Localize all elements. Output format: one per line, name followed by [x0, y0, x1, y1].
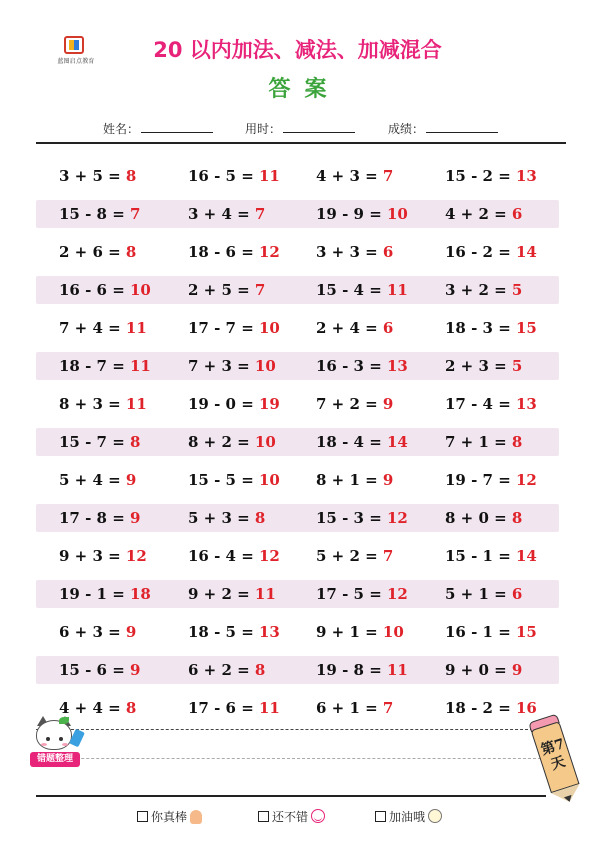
- problem-cell: [188, 166, 280, 186]
- problem-expression: 5 + 2 =: [316, 547, 383, 565]
- problem-answer: 8: [511, 509, 523, 527]
- problem-expression: 5 + 1 =: [445, 585, 512, 603]
- problem-expression: 9 + 0 =: [445, 661, 512, 679]
- problem-cell: [59, 546, 147, 566]
- problem-expression: 4 + 3 =: [316, 167, 383, 185]
- problem-expression: 9 + 1 =: [316, 623, 383, 641]
- problem-cell: [445, 470, 537, 490]
- problem-answer: 11: [254, 585, 276, 603]
- problem-answer: 13: [259, 623, 280, 641]
- problem-cell: [59, 584, 151, 604]
- time-blank[interactable]: [283, 121, 355, 133]
- problem-cell: [316, 546, 393, 566]
- cheer-icon: [428, 809, 446, 825]
- problem-expression: 2 + 3 =: [445, 357, 512, 375]
- rating-try-label: 加油哦: [389, 810, 426, 824]
- problem-answer: 15: [516, 623, 537, 641]
- problem-expression: 18 - 4 =: [316, 433, 387, 451]
- problem-answer: 8: [254, 509, 266, 527]
- checkbox-great[interactable]: [137, 811, 148, 822]
- problem-row: [36, 423, 559, 461]
- problem-answer: 8: [125, 243, 137, 261]
- problem-expression: 15 - 7 =: [59, 433, 130, 451]
- problem-cell: [59, 508, 140, 528]
- problem-answer: 9: [125, 471, 137, 489]
- problem-answer: 6: [382, 243, 394, 261]
- problem-expression: 3 + 5 =: [59, 167, 126, 185]
- problem-expression: 15 - 4 =: [316, 281, 387, 299]
- problem-expression: 2 + 5 =: [188, 281, 255, 299]
- problem-cell: [188, 584, 276, 604]
- problem-answer: 12: [125, 547, 147, 565]
- problem-expression: 18 - 2 =: [445, 699, 516, 717]
- problem-answer: 12: [387, 585, 408, 603]
- problem-cell: [445, 280, 522, 300]
- problem-cell: [188, 698, 280, 718]
- problem-expression: 8 + 3 =: [59, 395, 126, 413]
- problem-expression: 3 + 2 =: [445, 281, 512, 299]
- problem-expression: 4 + 2 =: [445, 205, 512, 223]
- problem-cell: [445, 394, 537, 414]
- problem-expression: 16 - 2 =: [445, 243, 516, 261]
- problem-expression: 18 - 7 =: [59, 357, 130, 375]
- problem-answer: 9: [511, 661, 523, 679]
- problem-expression: 3 + 4 =: [188, 205, 255, 223]
- problem-answer: 11: [125, 319, 147, 337]
- problem-answer: 14: [516, 243, 537, 261]
- problem-answer: 9: [382, 395, 394, 413]
- problem-expression: 18 - 5 =: [188, 623, 259, 641]
- problem-cell: [188, 356, 276, 376]
- problem-expression: 15 - 3 =: [316, 509, 387, 527]
- name-blank[interactable]: [141, 121, 213, 133]
- smile-icon: [311, 809, 329, 825]
- problem-row: [36, 195, 559, 233]
- problem-answer: 10: [254, 433, 276, 451]
- problem-row: [36, 309, 559, 347]
- problem-answer: 19: [259, 395, 280, 413]
- problem-grid: [36, 157, 559, 727]
- problem-answer: 9: [382, 471, 394, 489]
- problem-row: [36, 347, 559, 385]
- problem-cell: [188, 470, 280, 490]
- problem-answer: 10: [387, 205, 408, 223]
- problem-row: [36, 537, 559, 575]
- problem-expression: 16 - 6 =: [59, 281, 130, 299]
- mistake-area[interactable]: [36, 729, 553, 781]
- problem-expression: 8 + 0 =: [445, 509, 512, 527]
- problem-expression: 17 - 5 =: [316, 585, 387, 603]
- problem-expression: 17 - 4 =: [445, 395, 516, 413]
- problem-expression: 17 - 8 =: [59, 509, 130, 527]
- problem-answer: 6: [511, 205, 523, 223]
- problem-expression: 18 - 6 =: [188, 243, 259, 261]
- problem-row: [36, 157, 559, 195]
- rating-great-label: 你真棒: [151, 810, 188, 824]
- day-badge: 第7天: [539, 736, 568, 774]
- problem-expression: 9 + 2 =: [188, 585, 255, 603]
- problem-expression: 6 + 2 =: [188, 661, 255, 679]
- problem-expression: 5 + 4 =: [59, 471, 126, 489]
- problem-row: [36, 689, 559, 727]
- problem-answer: 9: [130, 509, 141, 527]
- score-field[interactable]: [388, 120, 498, 137]
- problem-cell: [188, 242, 280, 262]
- checkbox-good[interactable]: [258, 811, 269, 822]
- problem-cell: [59, 280, 151, 300]
- problem-expression: 2 + 4 =: [316, 319, 383, 337]
- problem-answer: 11: [259, 167, 280, 185]
- problem-answer: 16: [516, 699, 537, 717]
- name-label: 姓名：: [103, 122, 140, 136]
- score-label: 成绩：: [388, 122, 425, 136]
- page-title: 20 以内加法、减法、加减混合: [153, 38, 442, 62]
- problem-expression: 15 - 1 =: [445, 547, 516, 565]
- problem-expression: 17 - 6 =: [188, 699, 259, 717]
- problem-cell: [59, 432, 140, 452]
- problem-cell: [445, 622, 537, 642]
- problem-expression: 5 + 3 =: [188, 509, 255, 527]
- problem-cell: [316, 508, 408, 528]
- problem-expression: 8 + 1 =: [316, 471, 383, 489]
- problem-cell: [316, 698, 393, 718]
- problem-answer: 13: [516, 395, 537, 413]
- problem-answer: 12: [387, 509, 408, 527]
- problem-expression: 17 - 7 =: [188, 319, 259, 337]
- problem-answer: 7: [130, 205, 141, 223]
- rating-good-label: 还不错: [272, 810, 309, 824]
- problem-answer: 12: [259, 547, 280, 565]
- problem-answer: 7: [254, 205, 266, 223]
- problem-cell: [445, 508, 522, 528]
- problem-cell: [445, 432, 522, 452]
- problem-cell: [445, 204, 522, 224]
- problem-cell: [188, 318, 280, 338]
- problem-expression: 19 - 7 =: [445, 471, 516, 489]
- problem-answer: 11: [130, 357, 151, 375]
- problem-expression: 7 + 4 =: [59, 319, 126, 337]
- problem-cell: [316, 470, 393, 490]
- mistake-label: 错题整理: [30, 752, 80, 767]
- problem-expression: 16 - 1 =: [445, 623, 516, 641]
- problem-cell: [316, 584, 408, 604]
- problem-row: [36, 233, 559, 271]
- problem-cell: [445, 318, 537, 338]
- mistake-writing-line: [36, 758, 546, 759]
- problem-expression: 7 + 2 =: [316, 395, 383, 413]
- problem-answer: 5: [511, 281, 523, 299]
- problem-expression: 18 - 3 =: [445, 319, 516, 337]
- problem-cell: [188, 280, 265, 300]
- problem-expression: 19 - 0 =: [188, 395, 259, 413]
- problem-cell: [316, 356, 408, 376]
- problem-answer: 8: [125, 699, 137, 717]
- problem-answer: 10: [382, 623, 404, 641]
- problem-expression: 15 - 5 =: [188, 471, 259, 489]
- problem-cell: [188, 204, 265, 224]
- problem-row: [36, 385, 559, 423]
- problem-answer: 8: [511, 433, 523, 451]
- problem-answer: 12: [516, 471, 537, 489]
- problem-answer: 7: [382, 547, 394, 565]
- problem-answer: 11: [387, 281, 408, 299]
- problem-cell: [59, 318, 147, 338]
- problem-answer: 6: [511, 585, 523, 603]
- problem-cell: [59, 166, 136, 186]
- problem-answer: 8: [130, 433, 141, 451]
- problem-expression: 15 - 8 =: [59, 205, 130, 223]
- problem-cell: [445, 356, 522, 376]
- problem-cell: [316, 318, 393, 338]
- problem-answer: 9: [130, 661, 141, 679]
- problem-cell: [445, 546, 537, 566]
- time-label: 用时：: [245, 122, 282, 136]
- problem-answer: 13: [387, 357, 408, 375]
- footer-divider: [36, 795, 546, 797]
- problem-answer: 9: [125, 623, 137, 641]
- problem-expression: 19 - 8 =: [316, 661, 387, 679]
- name-field[interactable]: [103, 120, 213, 137]
- problem-answer: 14: [387, 433, 408, 451]
- problem-answer: 7: [382, 699, 394, 717]
- problem-cell: [316, 622, 404, 642]
- time-field[interactable]: [245, 120, 355, 137]
- problem-answer: 13: [516, 167, 537, 185]
- problem-answer: 11: [259, 699, 280, 717]
- rating-try[interactable]: [375, 808, 446, 825]
- problem-expression: 8 + 2 =: [188, 433, 255, 451]
- problem-cell: [188, 622, 280, 642]
- problem-row: [36, 651, 559, 689]
- problem-expression: 3 + 3 =: [316, 243, 383, 261]
- problem-cell: [59, 242, 136, 262]
- problem-answer: 10: [254, 357, 276, 375]
- problem-cell: [188, 546, 280, 566]
- problem-expression: 15 - 6 =: [59, 661, 130, 679]
- problem-answer: 10: [259, 471, 280, 489]
- problem-expression: 6 + 1 =: [316, 699, 383, 717]
- logo-text: 蓝图启点教育: [57, 58, 95, 65]
- problem-cell: [316, 394, 393, 414]
- problem-cell: [316, 204, 408, 224]
- problem-cell: [59, 204, 140, 224]
- problem-row: [36, 499, 559, 537]
- problem-answer: 14: [516, 547, 537, 565]
- problem-cell: [316, 432, 408, 452]
- problem-cell: [59, 660, 140, 680]
- problem-expression: 15 - 2 =: [445, 167, 516, 185]
- problem-expression: 16 - 4 =: [188, 547, 259, 565]
- problem-answer: 8: [254, 661, 266, 679]
- thumbs-up-icon: [190, 809, 208, 825]
- problem-answer: 8: [125, 167, 137, 185]
- problem-row: [36, 613, 559, 651]
- problem-cell: [445, 698, 537, 718]
- page-subtitle: 答案: [268, 77, 341, 102]
- problem-cell: [445, 660, 522, 680]
- problem-answer: 5: [511, 357, 523, 375]
- problem-answer: 12: [259, 243, 280, 261]
- problem-cell: [59, 470, 136, 490]
- problem-cell: [316, 660, 408, 680]
- problem-cell: [316, 166, 393, 186]
- problem-cell: [188, 432, 276, 452]
- problem-answer: 15: [516, 319, 537, 337]
- problem-expression: 16 - 5 =: [188, 167, 259, 185]
- problem-cell: [188, 660, 265, 680]
- problem-row: [36, 461, 559, 499]
- problem-answer: 7: [382, 167, 394, 185]
- problem-cell: [59, 356, 151, 376]
- problem-cell: [316, 242, 393, 262]
- problem-cell: [445, 166, 537, 186]
- problem-cell: [445, 242, 537, 262]
- problem-cell: [316, 280, 408, 300]
- checkbox-try[interactable]: [375, 811, 386, 822]
- problem-expression: 7 + 3 =: [188, 357, 255, 375]
- problem-answer: 18: [130, 585, 151, 603]
- problem-expression: 9 + 3 =: [59, 547, 126, 565]
- problem-row: [36, 271, 559, 309]
- problem-answer: 11: [387, 661, 408, 679]
- problem-expression: 19 - 1 =: [59, 585, 130, 603]
- problem-answer: 7: [254, 281, 266, 299]
- problem-row: [36, 575, 559, 613]
- problem-cell: [188, 508, 265, 528]
- header-divider: [36, 142, 566, 144]
- rating-good[interactable]: [258, 808, 329, 825]
- score-blank[interactable]: [426, 121, 498, 133]
- problem-expression: 7 + 1 =: [445, 433, 512, 451]
- problem-cell: [59, 394, 147, 414]
- problem-answer: 11: [125, 395, 147, 413]
- problem-expression: 4 + 4 =: [59, 699, 126, 717]
- problem-answer: 10: [259, 319, 280, 337]
- problem-expression: 2 + 6 =: [59, 243, 126, 261]
- problem-cell: [188, 394, 280, 414]
- problem-cell: [59, 622, 136, 642]
- rating-great[interactable]: [137, 808, 208, 825]
- problem-answer: 6: [382, 319, 394, 337]
- problem-expression: 19 - 9 =: [316, 205, 387, 223]
- problem-cell: [445, 584, 522, 604]
- problem-answer: 10: [130, 281, 151, 299]
- problem-expression: 16 - 3 =: [316, 357, 387, 375]
- problem-expression: 6 + 3 =: [59, 623, 126, 641]
